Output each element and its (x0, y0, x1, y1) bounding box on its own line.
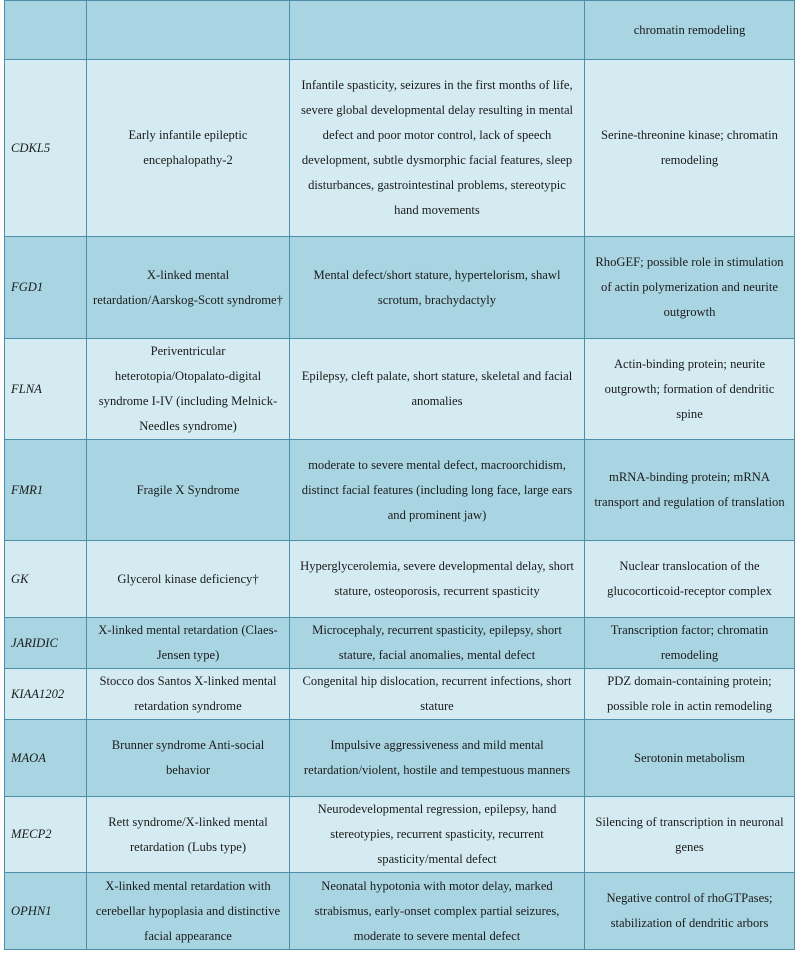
phenotype-cell: Neonatal hypotonia with motor delay, marked strabismus, early-onset complex partial seizures, moderate to severe mental defect (290, 873, 585, 950)
function-cell: Actin-binding protein; neurite outgrowth; formation of dendritic spine (585, 339, 795, 440)
function-cell: Silencing of transcription in neuronal genes (585, 797, 795, 873)
disorder-cell: Glycerol kinase deficiency† (87, 541, 290, 618)
gene-cell: FGD1 (5, 237, 87, 339)
gene-cell: JARIDIC (5, 618, 87, 669)
gene-cell: OPHN1 (5, 873, 87, 950)
gene-table (4, 0, 795, 950)
disorder-cell: X-linked mental retardation with cerebellar hypoplasia and distinctive facial appearance (87, 873, 290, 950)
disorder-cell (87, 1, 290, 60)
table-row (5, 237, 795, 339)
disorder-cell: Periventricular heterotopia/Otopalato-digital syndrome I-IV (including Melnick-Needles syndrome) (87, 339, 290, 440)
disorder-cell: Early infantile epileptic encephalopathy-2 (87, 60, 290, 237)
phenotype-cell: Epilepsy, cleft palate, short stature, skeletal and facial anomalies (290, 339, 585, 440)
table-row (5, 618, 795, 669)
disorder-cell: X-linked mental retardation (Claes-Jensen type) (87, 618, 290, 669)
phenotype-cell: Infantile spasticity, seizures in the first months of life, severe global developmental delay resulting in mental defect and poor motor control, lack of speech development, subtle dysmorphic facial features, sleep disturbances, gastrointestinal problems, stereotypic hand movements (290, 60, 585, 237)
gene-cell: KIAA1202 (5, 669, 87, 720)
function-cell: RhoGEF; possible role in stimulation of actin polymerization and neurite outgrowth (585, 237, 795, 339)
function-cell: Transcription factor; chromatin remodeling (585, 618, 795, 669)
disorder-cell: Brunner syndrome Anti-social behavior (87, 720, 290, 797)
gene-cell: CDKL5 (5, 60, 87, 237)
table-row (5, 669, 795, 720)
phenotype-cell: Mental defect/short stature, hypertelorism, shawl scrotum, brachydactyly (290, 237, 585, 339)
gene-cell: FLNA (5, 339, 87, 440)
disorder-cell: Fragile X Syndrome (87, 440, 290, 541)
table-row (5, 60, 795, 237)
table-row (5, 720, 795, 797)
table-row (5, 541, 795, 618)
disorder-cell: Stocco dos Santos X-linked mental retardation syndrome (87, 669, 290, 720)
phenotype-cell: Impulsive aggressiveness and mild mental retardation/violent, hostile and tempestuous manners (290, 720, 585, 797)
phenotype-cell: Hyperglycerolemia, severe developmental delay, short stature, osteoporosis, recurrent spasticity (290, 541, 585, 618)
table-row (5, 440, 795, 541)
phenotype-cell (290, 1, 585, 60)
table-row (5, 1, 795, 60)
phenotype-cell: Microcephaly, recurrent spasticity, epilepsy, short stature, facial anomalies, mental defect (290, 618, 585, 669)
function-cell: chromatin remodeling (585, 1, 795, 60)
function-cell: mRNA-binding protein; mRNA transport and regulation of translation (585, 440, 795, 541)
phenotype-cell: Neurodevelopmental regression, epilepsy, hand stereotypies, recurrent spasticity, recurrent spasticity/mental defect (290, 797, 585, 873)
function-cell: Negative control of rhoGTPases; stabilization of dendritic arbors (585, 873, 795, 950)
function-cell: Serine-threonine kinase; chromatin remodeling (585, 60, 795, 237)
gene-cell: FMR1 (5, 440, 87, 541)
table-row (5, 339, 795, 440)
table-row (5, 797, 795, 873)
gene-cell: GK (5, 541, 87, 618)
function-cell: Serotonin metabolism (585, 720, 795, 797)
disorder-cell: X-linked mental retardation/Aarskog-Scott syndrome† (87, 237, 290, 339)
function-cell: Nuclear translocation of the glucocorticoid-receptor complex (585, 541, 795, 618)
phenotype-cell: Congenital hip dislocation, recurrent infections, short stature (290, 669, 585, 720)
gene-cell: MAOA (5, 720, 87, 797)
gene-cell (5, 1, 87, 60)
table-row (5, 873, 795, 950)
gene-cell: MECP2 (5, 797, 87, 873)
phenotype-cell: moderate to severe mental defect, macroorchidism, distinct facial features (including long face, large ears and prominent jaw) (290, 440, 585, 541)
function-cell: PDZ domain-containing protein; possible role in actin remodeling (585, 669, 795, 720)
disorder-cell: Rett syndrome/X-linked mental retardation (Lubs type) (87, 797, 290, 873)
